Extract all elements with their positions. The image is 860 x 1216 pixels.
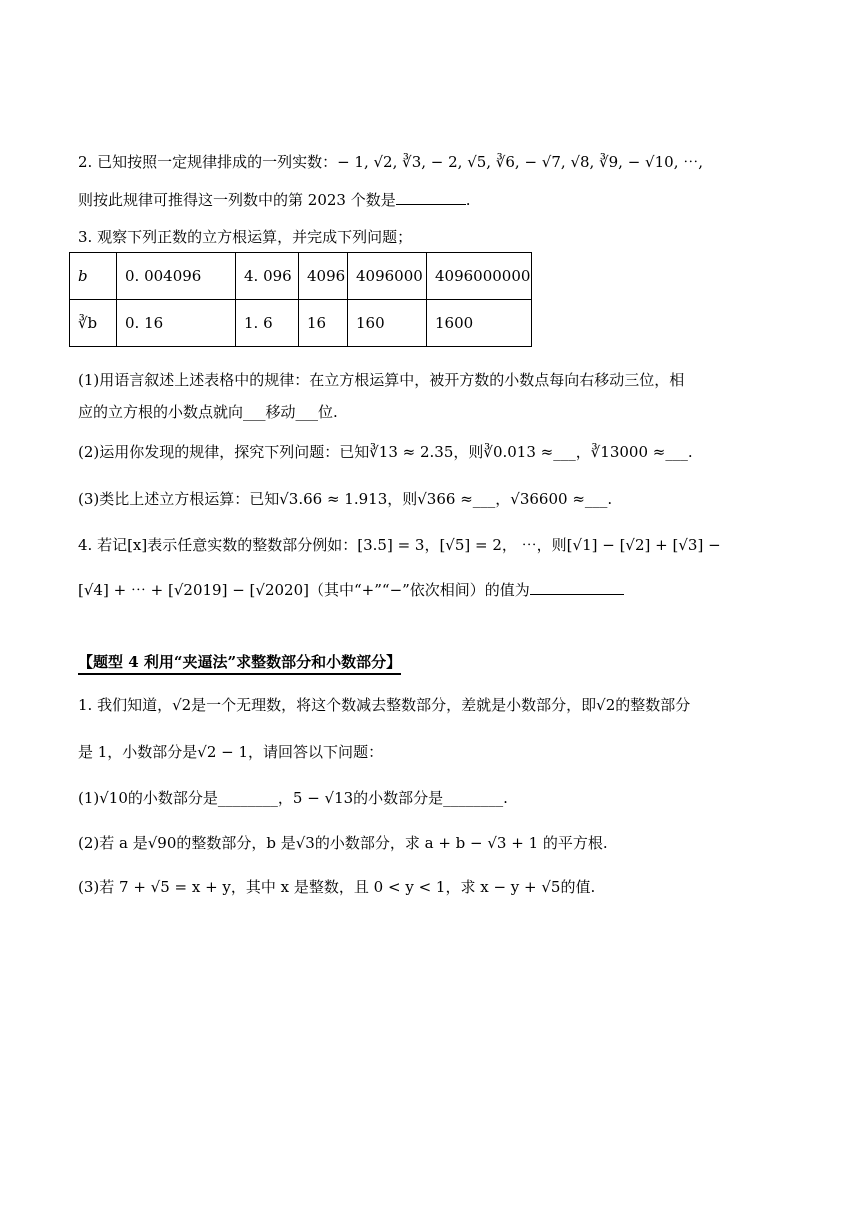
q2-line-2-text: 则按此规律可推得这一列数中的第 2023 个数是 (78, 191, 396, 209)
q4-line-2 (78, 580, 624, 600)
table-cell: 0. 004096 (117, 253, 236, 300)
q4-line-2-text: [√4] + ⋯ + [√2019] − [√2020]（其中“+”“−”依次相间）的值为 (78, 581, 530, 599)
q4-line-1: 4. 若记[x]表示任意实数的整数部分例如：[3.5] = 3，[√5] = 2， ⋯，则[√1] − [√2] + [√3] − (78, 536, 721, 554)
s1-line-2: 是 1，小数部分是√2 − 1，请回答以下问题： (78, 743, 384, 761)
q3-part1-line-2: 应的立方根的小数点就向___移动___位. (78, 403, 338, 421)
table-cell: 4096000000 (427, 253, 532, 300)
section-heading: 【题型 4 利用“夹逼法”求整数部分和小数部分】 (78, 652, 401, 675)
cube-root-table (69, 252, 532, 347)
table-cell: 16 (299, 300, 348, 347)
q2-line-2: 则按此规律可推得这一列数中的第 2023 个数是 . (78, 191, 471, 209)
table-row (70, 300, 532, 347)
table-cell: 1. 6 (236, 300, 299, 347)
q2-answer-blank (396, 190, 466, 205)
s1-part1: (1)√10的小数部分是________，5 − √13的小数部分是________. (78, 789, 508, 807)
s1-line-1: 1. 我们知道，√2是一个无理数，将这个数减去整数部分，差就是小数部分，即√2的整数部分 (78, 696, 691, 714)
q3-part3: (3)类比上述立方根运算：已知√3.66 ≈ 1.913，则√366 ≈___，√36600 ≈___. (78, 490, 613, 508)
s1-part3: (3)若 7 + √5 = x + y，其中 x 是整数，且 0 < y < 1，求 x − y + √5的值. (78, 878, 596, 896)
q3-intro: 3. 观察下列正数的立方根运算，并完成下列问题； (78, 228, 413, 246)
table-cell: 1600 (427, 300, 532, 347)
s1-part2: (2)若 a 是√90的整数部分，b 是√3的小数部分，求 a + b − √3 + 1 的平方根. (78, 834, 608, 852)
table-cell: 0. 16 (117, 300, 236, 347)
table-cell: 4096000 (348, 253, 427, 300)
table-header-cube-root-b: ∛b (70, 300, 117, 347)
table-row (70, 253, 532, 300)
q4-answer-blank (530, 580, 624, 595)
table-cell: 160 (348, 300, 427, 347)
q2-line-1: 2. 已知按照一定规律排成的一列实数：− 1, √2, ∛3, − 2, √5, ∛6, − √7, √8, ∛9, − √10, ⋯, (78, 153, 703, 171)
table-cell: 4096 (299, 253, 348, 300)
table-cell: 4. 096 (236, 253, 299, 300)
table-header-b: b (70, 253, 117, 300)
q3-part1-line-1: (1)用语言叙述上述表格中的规律：在立方根运算中，被开方数的小数点每向右移动三位，相 (78, 371, 685, 389)
q3-part2: (2)运用你发现的规律，探究下列问题：已知∛13 ≈ 2.35，则∛0.013 ≈___，∛13000 ≈___. (78, 443, 693, 461)
